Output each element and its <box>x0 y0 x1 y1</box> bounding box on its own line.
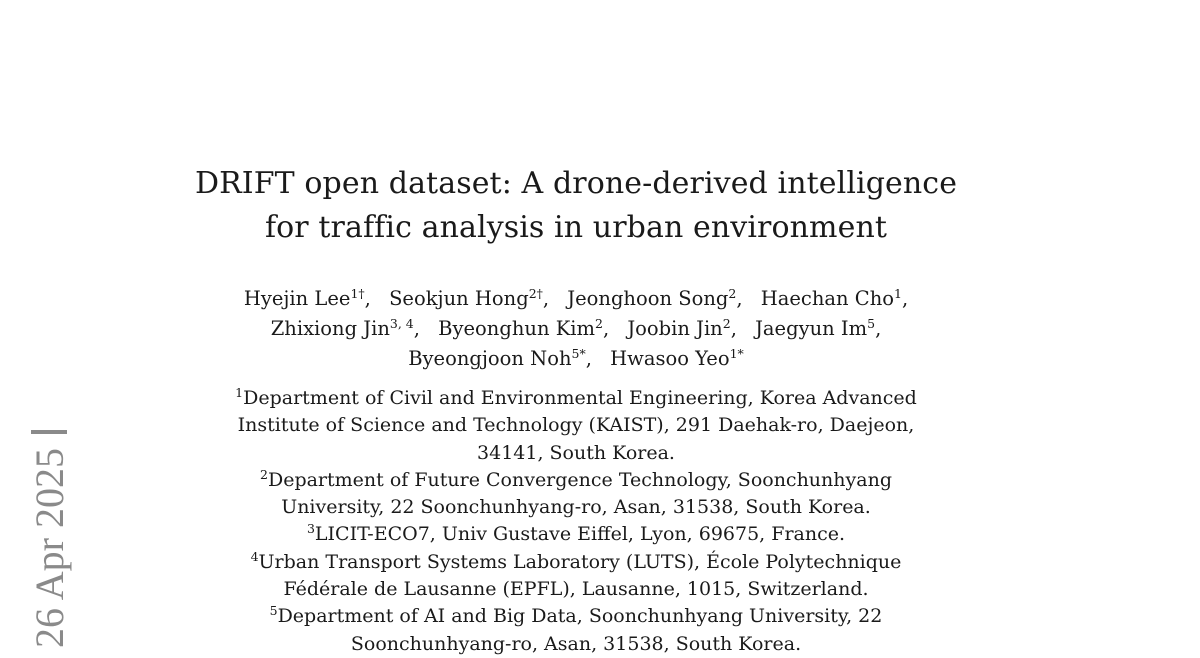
author-name: Jeonghoon Song <box>567 287 729 310</box>
affiliation-5-cont: Soonchunhyang-ro, Asan, 31538, South Korea. <box>350 632 802 655</box>
title-line-2: for traffic analysis in urban environment <box>264 210 888 245</box>
affiliation-2 <box>176 467 976 494</box>
affiliation-2-cont: University, 22 Soonchunhyang-ro, Asan, 31538, South Korea. <box>281 496 871 519</box>
author-name: Joobin Jin <box>627 317 723 340</box>
author: Joobin Jin$^2$, <box>627 316 737 340</box>
author: Zhixiong Jin$^{3, 4}$, <box>270 316 420 340</box>
affiliation-text: Department of AI and Big Data, Soonchunhyang University, 22 <box>277 605 883 628</box>
affiliation-number: 5 <box>269 603 278 619</box>
paper-title <box>176 162 976 250</box>
affiliation-4-cont: Fédérale de Lausanne (EPFL), Lausanne, 1015, Switzerland. <box>283 578 869 601</box>
author-affiliation-mark: 5 <box>867 316 876 332</box>
author-list <box>176 284 976 374</box>
author-affiliation-mark: 2† <box>528 286 543 302</box>
author: Jeonghoon Song$^2$, <box>567 286 743 310</box>
author: Jaegyun Im$^5$, <box>755 316 882 340</box>
author: Byeonghun Kim$^2$, <box>438 316 610 340</box>
affiliation-1 <box>176 385 976 412</box>
affiliation-5 <box>176 603 976 630</box>
author-name: Hyejin Lee <box>243 287 351 310</box>
author: Seokjun Hong$^{2\dagger}$, <box>389 286 550 310</box>
affiliation-1-cont: 34141, South Korea. <box>477 441 675 464</box>
affiliation-4 <box>176 549 976 576</box>
author-affiliation-mark: 1† <box>350 286 365 302</box>
author-affiliation-mark: 3, 4 <box>389 316 414 332</box>
affiliation-number: 1 <box>235 385 244 401</box>
author-name: Hwasoo Yeo <box>610 347 730 370</box>
affiliation-text: Department of Future Convergence Technology, Soonchunhyang <box>267 468 892 491</box>
affiliation-text: LICIT-ECO7, Univ Gustave Eiffel, Lyon, 69675, France. <box>314 523 846 546</box>
author-line <box>176 314 976 344</box>
author-line <box>176 344 976 374</box>
author-affiliation-mark: 2 <box>728 286 737 302</box>
author-name: Seokjun Hong <box>389 287 529 310</box>
arxiv-date-stamp <box>26 430 74 648</box>
author-name: Haechan Cho <box>760 287 894 310</box>
author: Byeongjoon Noh$^{5*}$, <box>408 346 592 370</box>
affiliation-number: 4 <box>250 548 259 564</box>
affiliation-number: 2 <box>260 467 268 483</box>
arxiv-date: 26 Apr 2025 <box>27 448 72 648</box>
author-affiliation-mark: 1* <box>729 346 744 362</box>
author-name: Byeongjoon Noh <box>408 347 572 370</box>
author: Haechan Cho$^1$, <box>760 286 909 310</box>
affiliation-list <box>176 385 976 658</box>
affiliation-number: 3 <box>306 521 315 537</box>
affiliation-3 <box>176 521 976 548</box>
author-name: Byeonghun Kim <box>438 317 595 340</box>
author-line <box>176 284 976 314</box>
stamp-divider <box>31 430 67 434</box>
author-affiliation-mark: 1 <box>894 286 902 302</box>
affiliation-1-cont: Institute of Science and Technology (KAIST), 291 Daehak-ro, Daejeon, <box>237 414 915 437</box>
affiliation-text: Urban Transport Systems Laboratory (LUTS), École Polytechnique <box>258 550 902 573</box>
title-line-1: DRIFT open dataset: A drone-derived intelligence <box>194 166 958 201</box>
author-affiliation-mark: 2 <box>595 316 603 332</box>
affiliation-text: Department of Civil and Environmental Engineering, Korea Advanced <box>243 387 917 409</box>
author-name: Zhixiong Jin <box>270 317 390 340</box>
author-name: Jaegyun Im <box>755 317 868 340</box>
author <box>610 347 744 370</box>
author-affiliation-mark: 2 <box>722 316 731 332</box>
author-affiliation-mark: 5* <box>571 346 586 362</box>
author: Hyejin Lee$^{1\dagger}$, <box>243 286 371 310</box>
